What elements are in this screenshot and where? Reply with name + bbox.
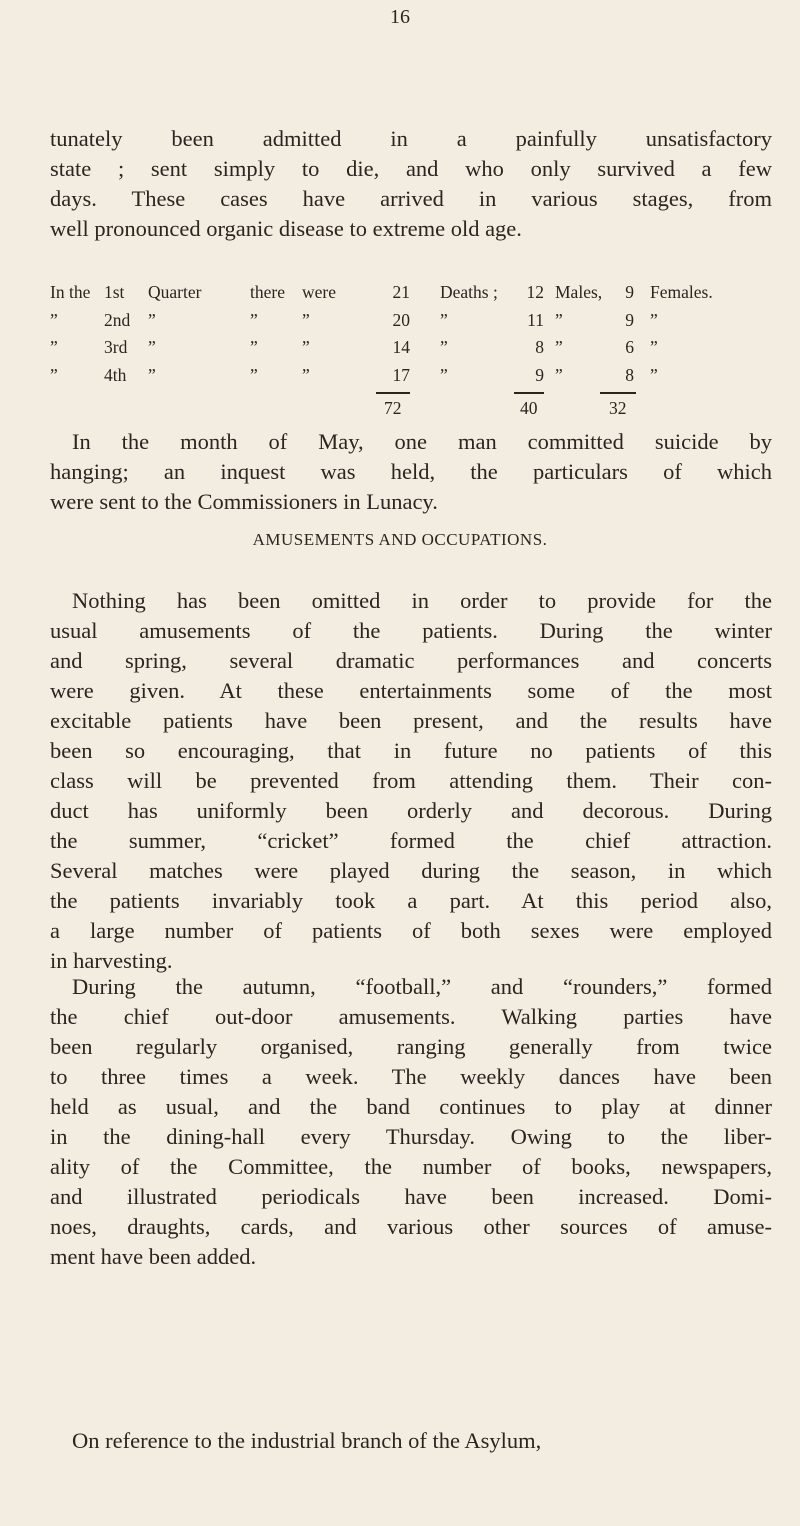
text-line: well pronounced organic disease to extreme old age.: [50, 216, 522, 241]
table-cell: 14: [392, 337, 410, 357]
table-cell: 9: [535, 364, 544, 385]
text-line: duct has uniformly been orderly and decorous. During: [50, 798, 772, 823]
page-number: 16: [390, 6, 410, 28]
text-line: the chief out-door amusements. Walking parties have: [50, 1004, 772, 1029]
paragraph-autumn: [50, 972, 772, 1272]
text-line: usual amusements of the patients. During the winter: [50, 618, 772, 643]
table-cell: ”: [148, 337, 156, 357]
table-cell: ”: [555, 364, 563, 385]
total-females: 32: [609, 398, 627, 418]
table-cell: ”: [50, 309, 58, 330]
table-cell: ”: [302, 309, 310, 330]
text-line: During the autumn, “football,” and “rounders,” formed: [72, 974, 772, 999]
text-line: and illustrated periodicals have been increased. Domi-: [50, 1184, 772, 1209]
table-cell: Males,: [555, 282, 603, 302]
text-line: were given. At these entertainments some of the most: [50, 678, 772, 703]
table-cell: ”: [50, 364, 58, 385]
table-cell: 8: [625, 364, 634, 385]
text-line: hanging; an inquest was held, the particulars of which: [50, 459, 772, 484]
table-cell: 6: [625, 337, 634, 357]
text-line: in harvesting.: [50, 948, 173, 973]
text-line: ment have been added.: [50, 1244, 257, 1269]
table-cell: there: [250, 282, 285, 302]
table-row: [50, 282, 780, 310]
table-cell: 3rd: [104, 337, 128, 357]
text-line: Nothing has been omitted in order to provide for the: [72, 588, 772, 613]
text-line: ality of the Committee, the number of books, newspapers,: [50, 1154, 772, 1179]
text-line: in the dining-hall every Thursday. Owing to the liber-: [50, 1124, 772, 1149]
text-line: In the month of May, one man committed suicide by: [72, 429, 772, 454]
total-males: 40: [520, 398, 538, 418]
text-line: On reference to the industrial branch of the Asylum,: [72, 1428, 542, 1453]
text-line: state ; sent simply to die, and who only survived a few: [50, 156, 772, 181]
total-rule: [376, 392, 410, 394]
table-cell: ”: [302, 337, 310, 357]
text-line: and spring, several dramatic performances and concerts: [50, 648, 772, 673]
text-line: Several matches were played during the season, in which: [50, 858, 772, 883]
paragraph-suicide: [50, 427, 772, 517]
text-line: tunately been admitted in a painfully unsatisfactory: [50, 126, 772, 151]
table-cell: Quarter: [148, 282, 202, 302]
total-deaths: 72: [384, 398, 402, 418]
table-cell: 1st: [104, 282, 125, 302]
section-heading: AMUSEMENTS AND OCCUPATIONS.: [252, 530, 548, 549]
table-cell: ”: [650, 364, 658, 385]
totals-row: [50, 398, 780, 428]
table-row: [50, 337, 780, 365]
text-line: noes, draughts, cards, and various other sources of amuse-: [50, 1214, 772, 1239]
table-cell: 21: [392, 282, 410, 302]
total-rule: [514, 392, 544, 394]
deaths-table: [50, 282, 780, 428]
paragraph-industrial: [50, 1426, 772, 1456]
text-line: excitable patients have been present, and the results have: [50, 708, 772, 733]
table-cell: 20: [392, 309, 410, 330]
text-line: class will be prevented from attending them. Their con-: [50, 768, 772, 793]
text-line: were sent to the Commissioners in Lunacy.: [50, 489, 438, 514]
table-cell: 17: [392, 364, 410, 385]
text-line: the patients invariably took a part. At this period also,: [50, 888, 772, 913]
table-cell: 9: [625, 282, 634, 302]
paragraph-intro: [50, 124, 772, 244]
table-cell: 12: [526, 282, 544, 302]
total-rule: [600, 392, 636, 394]
table-row: [50, 365, 780, 393]
table-cell: In the: [50, 282, 91, 302]
table-cell: 11: [527, 309, 544, 330]
table-cell: were: [302, 282, 337, 302]
text-line: been regularly organised, ranging generally from twice: [50, 1034, 772, 1059]
text-line: held as usual, and the band continues to play at dinner: [50, 1094, 772, 1119]
table-cell: 9: [625, 309, 634, 330]
table-cell: ”: [440, 364, 448, 385]
table-cell: ”: [650, 309, 658, 330]
table-cell: ”: [302, 364, 310, 385]
table-row: [50, 310, 780, 338]
table-cell: ”: [250, 309, 258, 330]
table-cell: ”: [555, 309, 563, 330]
text-line: a large number of patients of both sexes were employed: [50, 918, 772, 943]
table-cell: Females.: [650, 282, 713, 302]
text-line: days. These cases have arrived in various stages, from: [50, 186, 772, 211]
table-cell: 8: [535, 337, 544, 357]
table-cell: ”: [50, 337, 58, 357]
table-cell: Deaths ;: [440, 282, 498, 302]
table-cell: ”: [440, 337, 448, 357]
text-line: the summer, “cricket” formed the chief attraction.: [50, 828, 772, 853]
table-cell: ”: [250, 337, 258, 357]
text-line: to three times a week. The weekly dances have been: [50, 1064, 772, 1089]
table-cell: ”: [650, 337, 658, 357]
paragraph-amusements: [50, 586, 772, 976]
text-line: been so encouraging, that in future no patients of this: [50, 738, 772, 763]
table-cell: ”: [250, 364, 258, 385]
table-cell: ”: [148, 364, 156, 385]
table-cell: ”: [148, 309, 156, 330]
table-cell: ”: [440, 309, 448, 330]
table-cell: 4th: [104, 364, 127, 385]
table-cell: ”: [555, 337, 563, 357]
table-cell: 2nd: [104, 309, 131, 330]
